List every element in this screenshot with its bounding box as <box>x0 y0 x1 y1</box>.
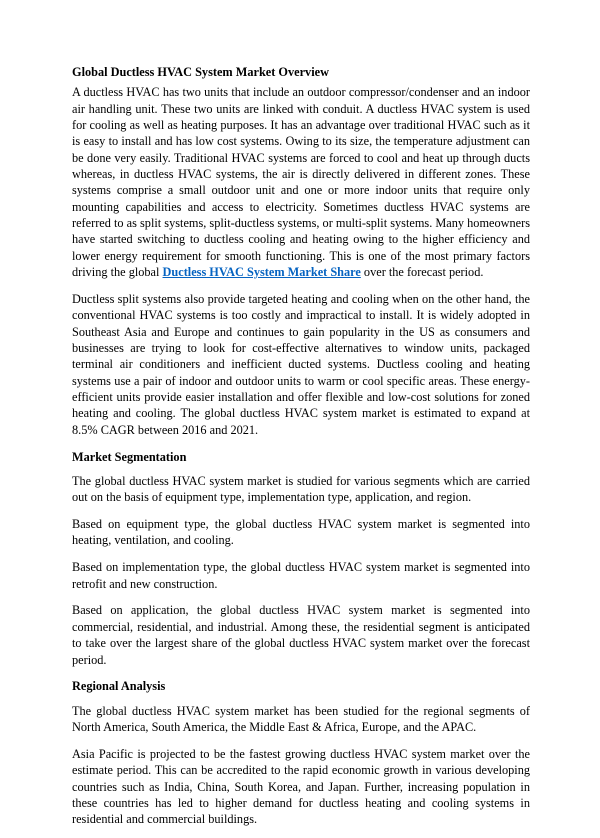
segmentation-heading: Market Segmentation <box>72 449 187 464</box>
overview-paragraph-1 <box>72 84 530 280</box>
regional-paragraph-1: The global ductless HVAC system market has been studied for the regional segments of North America, South America, the Middle East & Africa, Europe, and the APAC. <box>72 703 530 735</box>
segmentation-paragraph-2: Based on equipment type, the global ductless HVAC system market is segmented into heating, ventilation, and cooling. <box>72 517 530 548</box>
regional-paragraph-2: Asia Pacific is projected to be the fastest growing ductless HVAC system market over the estimate period. This can be accredited to the rapid economic growth in various developing countries such as India, China, South Korea, and Japan. Further, increasing population in these countries has led to higher demand for ductless heating and cooling systems in residential and commercial buildings. <box>72 746 530 827</box>
document-page <box>72 64 530 838</box>
overview-paragraph-1-text: A ductless HVAC has two units that include an outdoor compressor/condenser and an indoor air handling unit. These two units are linked with conduit. A ductless HVAC system is used for cooling as well as heating purposes. It has an advantage over traditional HVAC such as it is easy to install and has low cost systems. Owing to its size, the temperature adjustment can be done very easily. Traditional HVAC systems are forced to cool and heat up through ducts whereas, in ductless HVAC systems, the air is directly delivered in different zones. These systems comprise a small outdoor unit and one or more indoor units that require only mounting capabilities and access to electricity. Sometimes ductless HVAC systems are referred to as split systems, split-ductless systems, or multi-split systems. Many homeowners have started switching to ductless cooling and heating owing to the higher efficiency and lower energy requirement for smooth functioning. This is one of the most primary factors driving the global <box>72 85 530 280</box>
overview-paragraph-1-tail: over the forecast period. <box>360 265 484 280</box>
overview-heading: Global Ductless HVAC System Market Overview <box>72 65 329 79</box>
overview-paragraph-2: Ductless split systems also provide targeted heating and cooling when on the other hand, the conventional HVAC systems is too costly and impractical to install. It is widely adopted in Southeast Asia and Europe and continues to gain popularity in the US as consumers and businesses are trying to look for cost-effective alternatives to window units, packaged terminal air conditioners and inefficient ducted systems. Ductless cooling and heating systems use a pair of indoor and outdoor units to warm or cool specific areas. These energy-efficient units provide easier installation and offer flexible and low-cost solutions for zoned heating and cooling. The global ductless HVAC system market is estimated to expand at 8.5% CAGR between 2016 and 2021. <box>72 291 530 437</box>
segmentation-paragraph-4: Based on application, the global ductless HVAC system market is segmented into commercial, residential, and industrial. Among these, the residential segment is anticipated to take over the largest share of the global ductless HVAC system market over the forecast period. <box>72 603 530 667</box>
regional-heading: Regional Analysis <box>72 679 166 694</box>
segmentation-paragraph-3: Based on implementation type, the global ductless HVAC system market is segmented into retrofit and new construction. <box>72 560 530 591</box>
market-share-link[interactable]: Ductless HVAC System Market Share <box>162 265 361 280</box>
segmentation-paragraph-1: The global ductless HVAC system market is studied for various segments which are carried out on the basis of equipment type, implementation type, application, and region. <box>72 473 530 505</box>
